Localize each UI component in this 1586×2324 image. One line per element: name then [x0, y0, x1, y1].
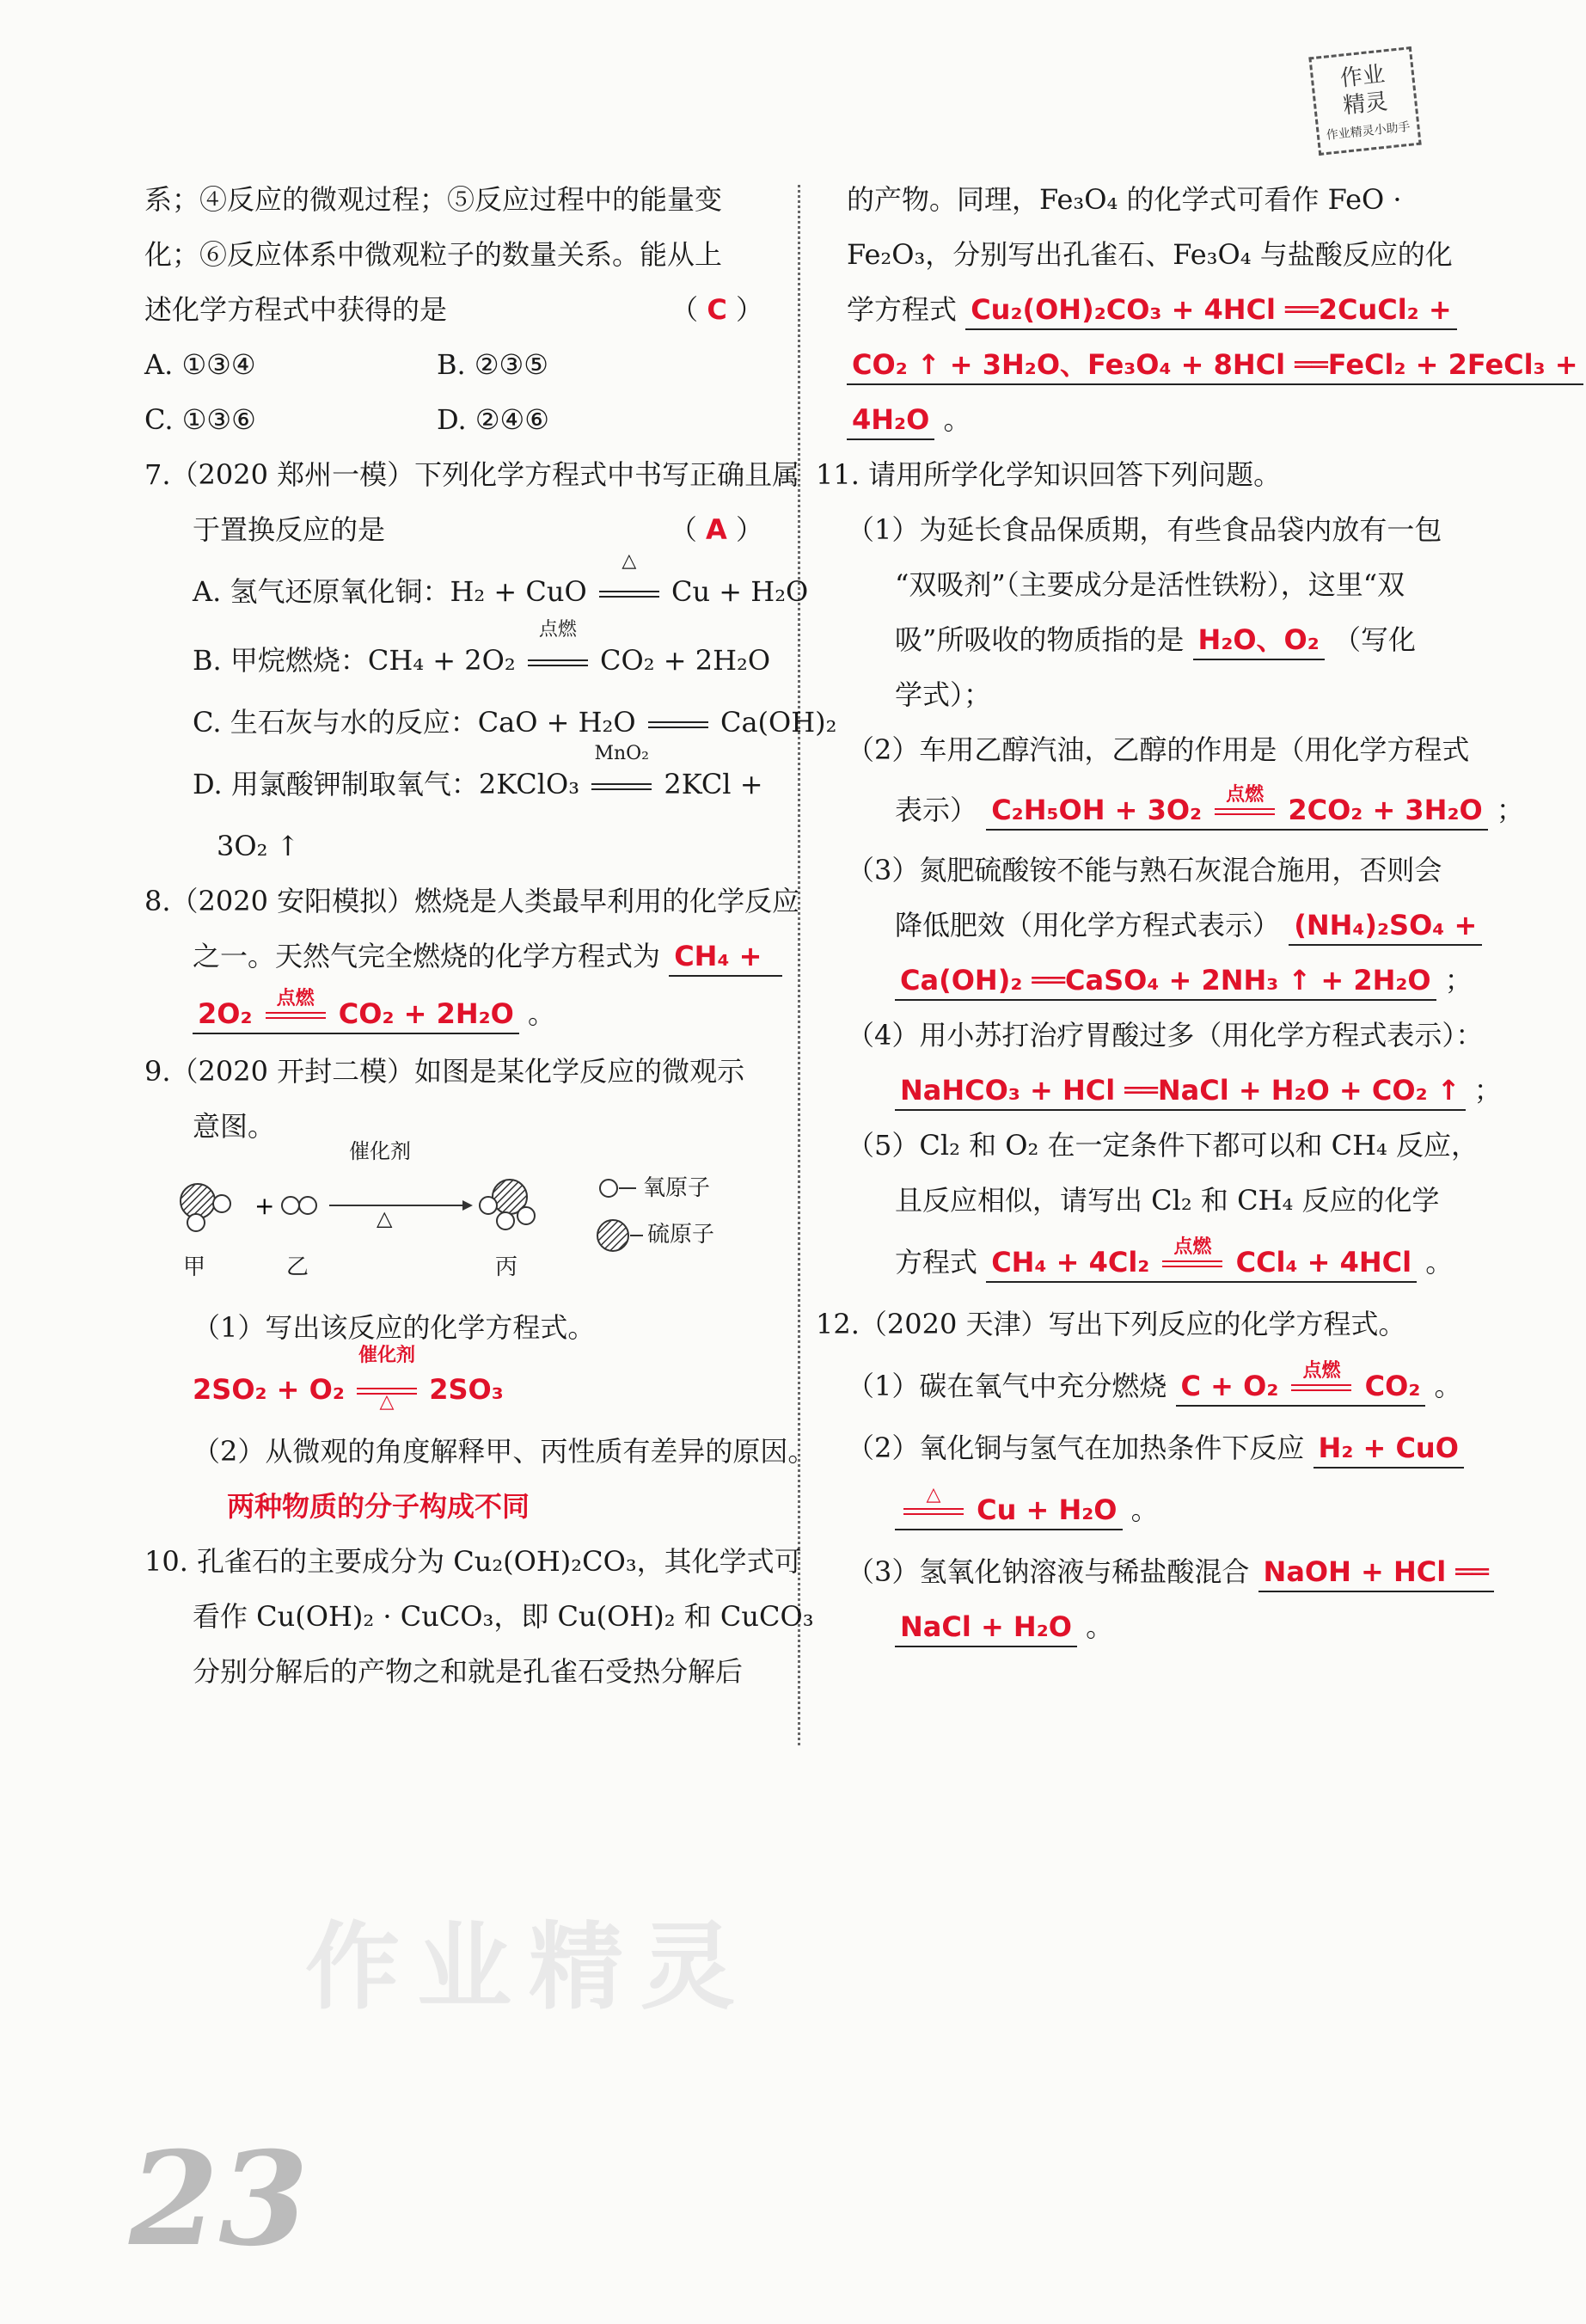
q8-eq-sign — [262, 988, 329, 1033]
q9-catalyst: 催化剂 — [358, 1345, 416, 1366]
q9-answer-2: 两种物质的分子构成不同 — [227, 1490, 530, 1523]
q8-condition: 点燃 — [276, 988, 315, 1009]
q12-title: 12.（2020 天津）写出下列反应的化学方程式。 — [816, 1308, 1406, 1340]
legend-oxygen — [600, 1180, 636, 1197]
q11-2-line2: 表示） C₂H₅OH + 3O₂ 点燃 2CO₂ + 3H₂O ； — [847, 777, 1466, 843]
q8-answer-part1: CH₄ + — [669, 937, 782, 977]
q11-5-eq-sign — [1159, 1236, 1226, 1281]
q11-3-text: 降低肥效（用化学方程式表示） — [895, 909, 1281, 941]
q8-ans-right: CO₂ + 2H₂O — [338, 997, 514, 1030]
q7b-eq-sign — [524, 619, 591, 695]
q10-line5: Fe₂O₃，分别写出孔雀石、Fe₃O₄ 与盐酸反应的化 — [847, 238, 1453, 271]
q6-text: 述化学方程式中获得的是 — [144, 293, 448, 326]
left-column — [144, 172, 837, 1699]
q11-2-ans-left: C₂H₅OH + 3O₂ — [991, 794, 1203, 826]
q7b-left: B. 甲烷燃烧：CH₄ + 2O₂ — [193, 644, 516, 677]
q12-3-answer-2: NaCl + H₂O — [895, 1608, 1077, 1647]
q7-option-a — [144, 550, 809, 626]
column-divider — [798, 185, 800, 1745]
legend-sulfur-label: 硫原子 — [647, 1222, 715, 1248]
q6-option-b: B. ②③⑤ — [437, 348, 548, 381]
q10-answer-line3: 4H₂O 。 — [847, 392, 1466, 447]
q11-1-suffix: （写化 — [1332, 623, 1416, 656]
molecule-so2 — [181, 1184, 230, 1231]
q7-line2 — [144, 502, 763, 557]
q12-3-line2: NaCl + H₂O 。 — [847, 1599, 1466, 1654]
diagram-catalyst-label: 催化剂 — [349, 1139, 411, 1163]
label-jia: 甲 — [183, 1254, 206, 1280]
q11-1-line4: 学式）； — [895, 678, 992, 711]
q11-title: 11. 请用所学化学知识回答下列问题。 — [816, 458, 1282, 491]
q6-option-c: C. ①③⑥ — [144, 403, 256, 436]
q8-line3: 2O₂ 点燃 CO₂ + 2H₂O 。 — [144, 984, 763, 1044]
diagram-heat-label: △ — [377, 1206, 393, 1230]
q11-4-line2: NaHCO₃ + HCl ══NaCl + H₂O + CO₂ ↑ ； — [847, 1063, 1466, 1118]
micro-reaction-diagram — [144, 1139, 763, 1300]
q12-1-text: （1）碳在氧气中充分燃烧 — [847, 1370, 1167, 1402]
legend-sulfur — [597, 1220, 643, 1251]
q7a-left: A. 氢气还原氧化铜：H₂ + CuO — [193, 575, 587, 608]
q8-line2 — [144, 929, 763, 984]
q11-5-answer — [986, 1236, 1417, 1283]
watermark: 作业精灵 — [305, 1911, 752, 2022]
q7c-right: Ca(OH)₂ — [720, 706, 837, 739]
q10-line4: 的产物。同理，Fe₃O₄ 的化学式可看作 FeO · — [847, 183, 1402, 216]
q7d-condition: MnO₂ — [594, 743, 650, 764]
q7-option-b — [144, 619, 771, 695]
q12-2-condition: △ — [926, 1484, 941, 1505]
label-bing: 丙 — [495, 1254, 518, 1280]
q6-answer: C — [707, 293, 727, 326]
q7-line1: 7.（2020 郑州一模）下列化学方程式中书写正确且属 — [144, 458, 800, 491]
q12-1-answer — [1176, 1360, 1426, 1407]
q11-2-answer — [986, 784, 1487, 831]
q7a-condition: △ — [622, 550, 637, 572]
q12-1-ans-left: C + O₂ — [1180, 1370, 1279, 1402]
molecule-so3 — [480, 1180, 535, 1229]
q8-ans-left: 2O₂ — [198, 997, 253, 1030]
q8-line1: 8.（2020 安阳模拟）燃烧是人类最早利用的化学反应 — [144, 885, 800, 917]
q11-2-ans-right: 2CO₂ + 3H₂O — [1288, 794, 1483, 826]
stamp-line1: 作业 — [1338, 61, 1387, 92]
q11-3-line3: Ca(OH)₂ ══CaSO₄ + 2NH₃ ↑ + 2H₂O ； — [847, 953, 1466, 1008]
q11-1-line2: “双吸剂”（主要成分是活性铁粉），这里“双 — [895, 568, 1405, 601]
q12-2-answer-2 — [895, 1484, 1123, 1530]
svg-text:+: + — [254, 1192, 275, 1220]
legend-oxygen-label: 氧原子 — [643, 1175, 711, 1201]
q11-3-line1: （3）氮肥硫酸铵不能与熟石灰混合施用，否则会 — [847, 854, 1442, 886]
q7a-right: Cu + H₂O — [671, 575, 809, 608]
q10-text: 学方程式 — [847, 293, 958, 326]
q9-eq-sign — [353, 1345, 420, 1424]
q11-1-answer: H₂O、O₂ — [1193, 621, 1325, 660]
reaction-arrow — [329, 1200, 473, 1211]
q7c-eq-sign — [645, 695, 712, 750]
q11-2-eq-sign — [1211, 784, 1278, 829]
stamp-line2: 精灵 — [1341, 89, 1389, 120]
q7-option-c — [144, 695, 837, 750]
q6-option-d: D. ②④⑥ — [437, 403, 549, 436]
q12-2-eq-sign — [900, 1484, 967, 1529]
q7d-left: D. 用氯酸钾制取氧气：2KClO₃ — [193, 768, 580, 800]
q12-2-text: （2）氧化铜与氢气在加热条件下反应 — [847, 1432, 1305, 1464]
q6-line3 — [144, 282, 763, 337]
q9-part1: （1）写出该反应的化学方程式。 — [193, 1311, 596, 1344]
q6-option-a: A. ①③④ — [144, 348, 256, 381]
q12-1-eq-sign — [1288, 1360, 1355, 1405]
q11-2-condition: 点燃 — [1226, 784, 1265, 806]
q12-1-ans-right: CO₂ — [1364, 1370, 1421, 1402]
label-yi: 乙 — [286, 1254, 309, 1280]
q11-1-text: 吸”所吸收的物质指的是 — [895, 623, 1185, 656]
q11-3-answer-2: Ca(OH)₂ ══CaSO₄ + 2NH₃ ↑ + 2H₂O — [895, 961, 1436, 1001]
q9-ans-left: 2SO₂ + O₂ — [193, 1373, 345, 1406]
stamp-line3: 作业精灵小助手 — [1326, 120, 1411, 143]
q10-answer-3: 4H₂O — [847, 401, 934, 440]
q12-3-answer-1: NaOH + HCl ══ — [1258, 1553, 1494, 1592]
q7b-right: CO₂ + 2H₂O — [600, 644, 771, 677]
q6-options-row2 — [144, 392, 763, 447]
q11-5-text: 方程式 — [895, 1246, 978, 1279]
q10-line3: 分别分解后的产物之和就是孔雀石受热分解后 — [193, 1655, 744, 1688]
q11-1-line3 — [847, 612, 1466, 667]
q11-2-text: 表示） — [895, 794, 978, 826]
homework-stamp — [1308, 46, 1421, 156]
right-column — [816, 172, 1578, 1654]
q7-option-d-cont: 3O₂ ↑ — [217, 830, 300, 862]
q12-2-ans-right: Cu + H₂O — [977, 1493, 1118, 1526]
q10-answer-line2 — [847, 337, 1578, 392]
q7-answer-bracket: （ A ） — [669, 513, 763, 546]
q6-options-row1 — [144, 337, 763, 392]
q11-5-line2: 且反应相似，请写出 Cl₂ 和 CH₄ 反应的化学 — [895, 1184, 1440, 1217]
q12-2 — [847, 1420, 1466, 1475]
q7d-right: 2KCl + — [664, 768, 763, 800]
q9-part2: （2）从微观的角度解释甲、丙性质有差异的原因。 — [193, 1435, 816, 1468]
q10-answer-2: CO₂ ↑ + 3H₂O、Fe₃O₄ + 8HCl ══FeCl₂ + 2FeCl₃ + — [847, 346, 1583, 385]
page-number: 23 — [129, 2124, 309, 2275]
q11-3-line2 — [847, 898, 1478, 953]
q7b-condition: 点燃 — [538, 619, 577, 641]
q11-5-ans-right: CCl₄ + 4HCl — [1235, 1246, 1412, 1279]
q7-text: 于置换反应的是 — [193, 513, 386, 546]
q7c-left: C. 生石灰与水的反应：CaO + H₂O — [193, 706, 636, 739]
q9-line1: 9.（2020 开封二模）如图是某化学反应的微观示 — [144, 1055, 745, 1088]
q10-line6 — [847, 282, 1466, 337]
q10-line2: 看作 Cu(OH)₂ · CuCO₃，即 Cu(OH)₂ 和 CuCO₃ — [193, 1600, 814, 1633]
q12-1-condition: 点燃 — [1302, 1360, 1341, 1382]
q12-3 — [847, 1544, 1489, 1599]
q10-answer-1: Cu₂(OH)₂CO₃ + 4HCl ══2CuCl₂ + — [965, 291, 1456, 330]
q12-1: （1）碳在氧气中充分燃烧 C + O₂ 点燃 CO₂ 。 — [847, 1352, 1466, 1420]
q11-5-condition: 点燃 — [1173, 1236, 1212, 1258]
q11-4-line1: （4）用小苏打治疗胃酸过多（用化学方程式表示）： — [847, 1019, 1484, 1052]
q9-part2-answer — [144, 1479, 763, 1534]
q7d-eq-sign — [588, 743, 655, 819]
q9-ans-right: 2SO₃ — [429, 1373, 504, 1406]
q11-2-line1: （2）车用乙醇汽油，乙醇的作用是（用化学方程式 — [847, 733, 1470, 766]
q7-option-d — [144, 743, 763, 819]
q11-5-line3: 方程式 CH₄ + 4Cl₂ 点燃 CCl₄ + 4HCl 。 — [847, 1228, 1466, 1297]
molecule-o2 — [282, 1197, 316, 1214]
q9-line2: 意图。 — [193, 1110, 276, 1143]
q11-4-answer: NaHCO₃ + HCl ══NaCl + H₂O + CO₂ ↑ — [895, 1071, 1466, 1111]
q9-heat: △ — [379, 1391, 395, 1413]
q11-1-line1: （1）为延长食品保质期，有些食品袋内放有一包 — [847, 513, 1442, 546]
q8-text: 之一。天然气完全燃烧的化学方程式为 — [193, 940, 661, 972]
q8-answer-part2 — [193, 988, 519, 1034]
q7a-eq-sign — [596, 550, 663, 626]
q11-5-ans-left: CH₄ + 4Cl₂ — [991, 1246, 1150, 1279]
q11-5-line1: （5）Cl₂ 和 O₂ 在一定条件下都可以和 CH₄ 反应， — [847, 1129, 1479, 1162]
q12-2-answer-1: H₂ + CuO — [1314, 1429, 1464, 1469]
q12-3-text: （3）氢氧化钠溶液与稀盐酸混合 — [847, 1555, 1250, 1588]
q11-3-answer-1: (NH₄)₂SO₄ + — [1289, 906, 1482, 946]
q6-line2: 化；⑥反应体系中微观粒子的数量关系。能从上 — [144, 238, 723, 271]
q10-line1: 10. 孔雀石的主要成分为 Cu₂(OH)₂CO₃，其化学式可 — [144, 1545, 802, 1578]
q9-part1-answer — [144, 1345, 763, 1424]
q7-answer: A — [706, 513, 727, 546]
q12-2-line2: △ Cu + H₂O 。 — [847, 1475, 1466, 1544]
q6-line1: 系；④反应的微观过程；⑤反应过程中的能量变 — [144, 183, 723, 216]
q6-answer-bracket: （ C ） — [671, 293, 763, 326]
